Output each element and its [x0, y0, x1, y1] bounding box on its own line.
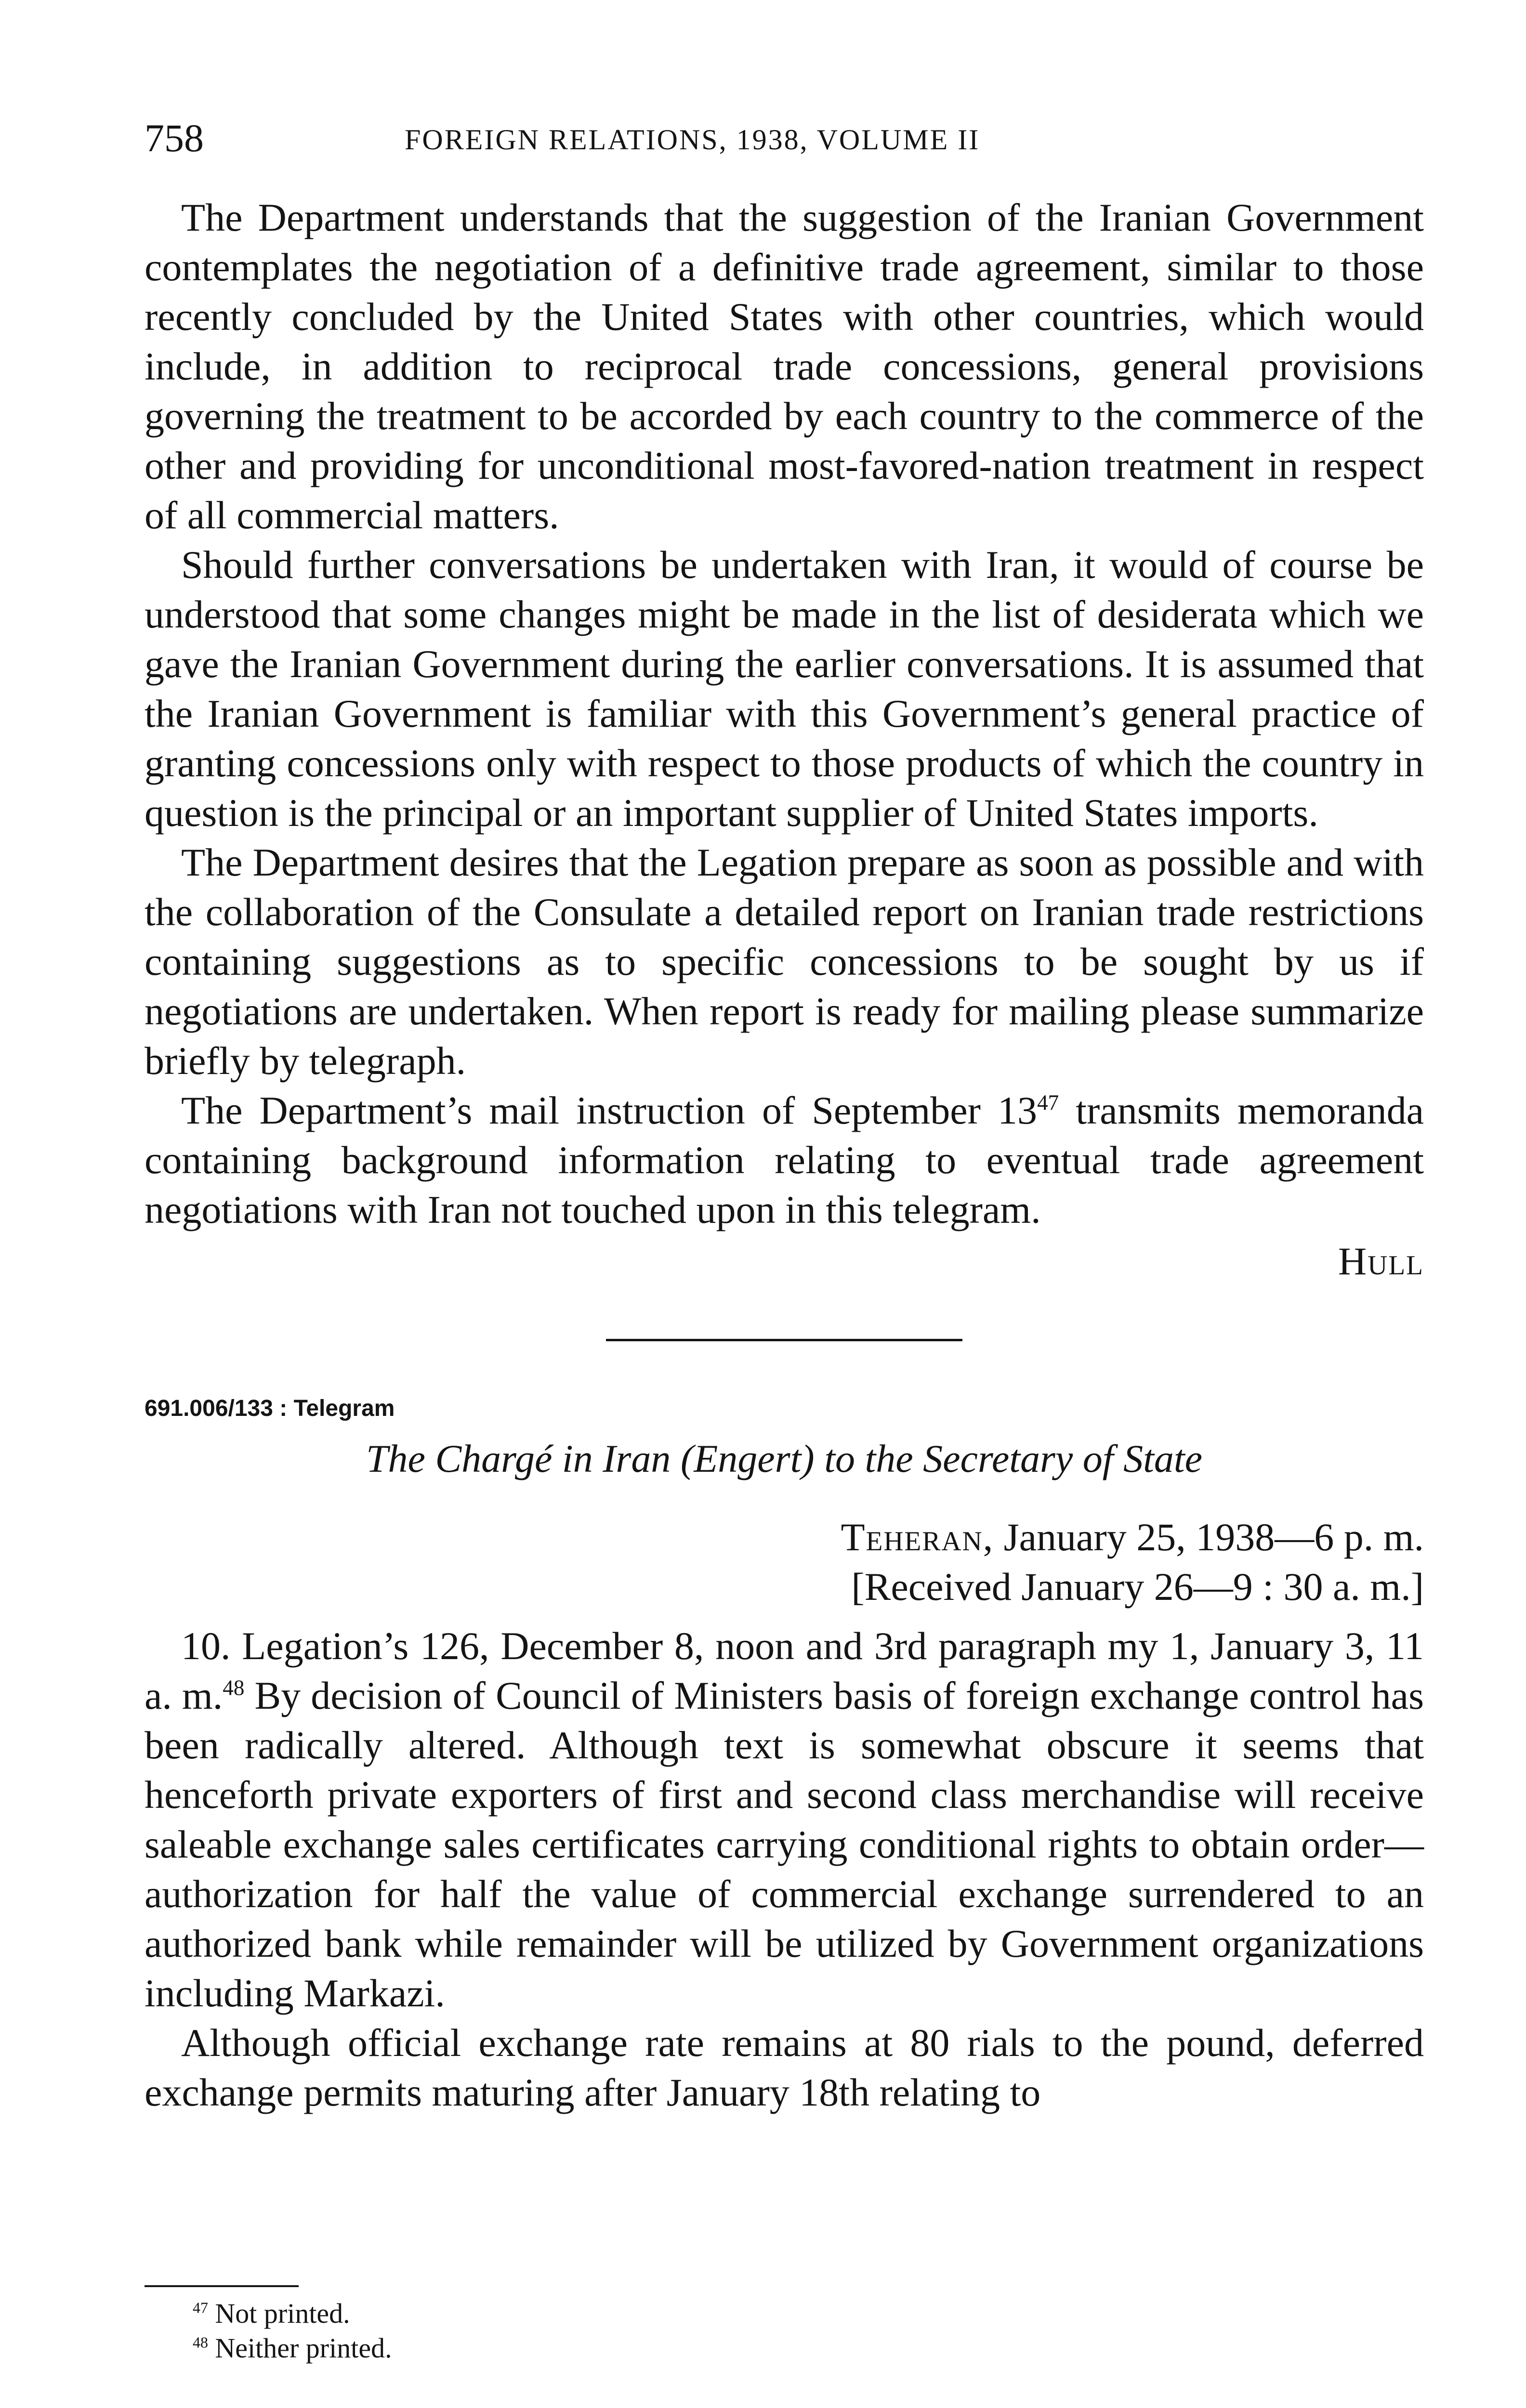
- footnote-mark: 47: [193, 2299, 208, 2316]
- page-body: [145, 193, 1424, 2117]
- footnote-reference: 47: [1037, 1090, 1059, 1115]
- paragraph: Although official exchange rate remains at 80 rials to the pound, deferred exchange permits maturing after January 18th relating to: [145, 2021, 1424, 2114]
- paragraph: The Department desires that the Legation prepare as soon as possible and with the collaboration of the Consulate a detailed report on Iranian trade restrictions containing suggestions as to specific concessions to be sought by us if negotiations are undertaken. When report is ready for mailing please summarize briefly by telegraph.: [145, 840, 1424, 1083]
- section-divider: [606, 1339, 962, 1341]
- page-number: 758: [145, 116, 204, 160]
- paragraph-text: By decision of Council of Ministers basis of foreign exchange control has been radically altered. Although text is somewhat obscure it seems that henceforth private exporters of first and second class merchandise will receive saleable exchange sales certificates carrying conditional rights to obtain order—authorization for half the value of commercial exchange surrendered to an authorized bank while remainder will be utilized by Government organizations including Markazi.: [145, 1674, 1424, 2015]
- paragraph: The Department understands that the suggestion of the Iranian Government contemplates the negotiation of a definitive trade agreement, similar to those recently concluded by the United States with other countries, which would include, in addition to reciprocal trade concessions, general provisions governing the treatment to be accorded by each country to the commerce of the other and providing for unconditional most-favored-nation treatment in respect of all commercial matters.: [145, 196, 1424, 537]
- dateline: [145, 1512, 1424, 1562]
- signature: Hull: [1338, 1239, 1424, 1283]
- dateline-place: Teheran,: [841, 1515, 994, 1559]
- paragraph: [145, 1621, 1424, 2018]
- footnotes: [193, 2296, 392, 2366]
- footnote-text: Neither printed.: [208, 2332, 392, 2364]
- paragraph-text: transmits memoranda containing background information relating to eventual trade agreement negotiations with Iran not touched upon in this telegram.: [145, 1088, 1424, 1231]
- running-title: FOREIGN RELATIONS, 1938, VOLUME II: [405, 124, 980, 156]
- paragraph: Should further conversations be undertaken with Iran, it would of course be understood that some changes might be made in the list of desiderata which we gave the Iranian Government during the earlier conversations. It is assumed that the Iranian Government is familiar with this Government’s general practice of granting concessions only with respect to those products of which the country in question is the principal or an important supplier of United States imports.: [145, 543, 1424, 835]
- footnote: [193, 2296, 392, 2331]
- footnote-mark: 48: [193, 2334, 208, 2351]
- page-header: [145, 112, 1424, 165]
- paragraph-text: The Department’s mail instruction of September 13: [181, 1088, 1038, 1132]
- file-reference: 691.006/133 : Telegram: [145, 1396, 395, 1421]
- received-line: [Received January 26—9 : 30 a. m.]: [851, 1565, 1424, 1609]
- document-title: The Chargé in Iran (Engert) to the Secretary of State: [366, 1437, 1203, 1480]
- footnote-reference: 48: [223, 1675, 245, 1700]
- paragraph-text: 10. Legation’s 126, December 8, noon and 3rd paragraph my 1, January 3, 11 a. m.: [145, 1624, 1424, 1717]
- dateline-date: January 25, 1938—6 p. m.: [994, 1515, 1424, 1559]
- footnote-rule: [145, 2285, 299, 2287]
- footnote-text: Not printed.: [208, 2298, 350, 2329]
- footnote: [193, 2331, 392, 2366]
- paragraph: [145, 1086, 1424, 1234]
